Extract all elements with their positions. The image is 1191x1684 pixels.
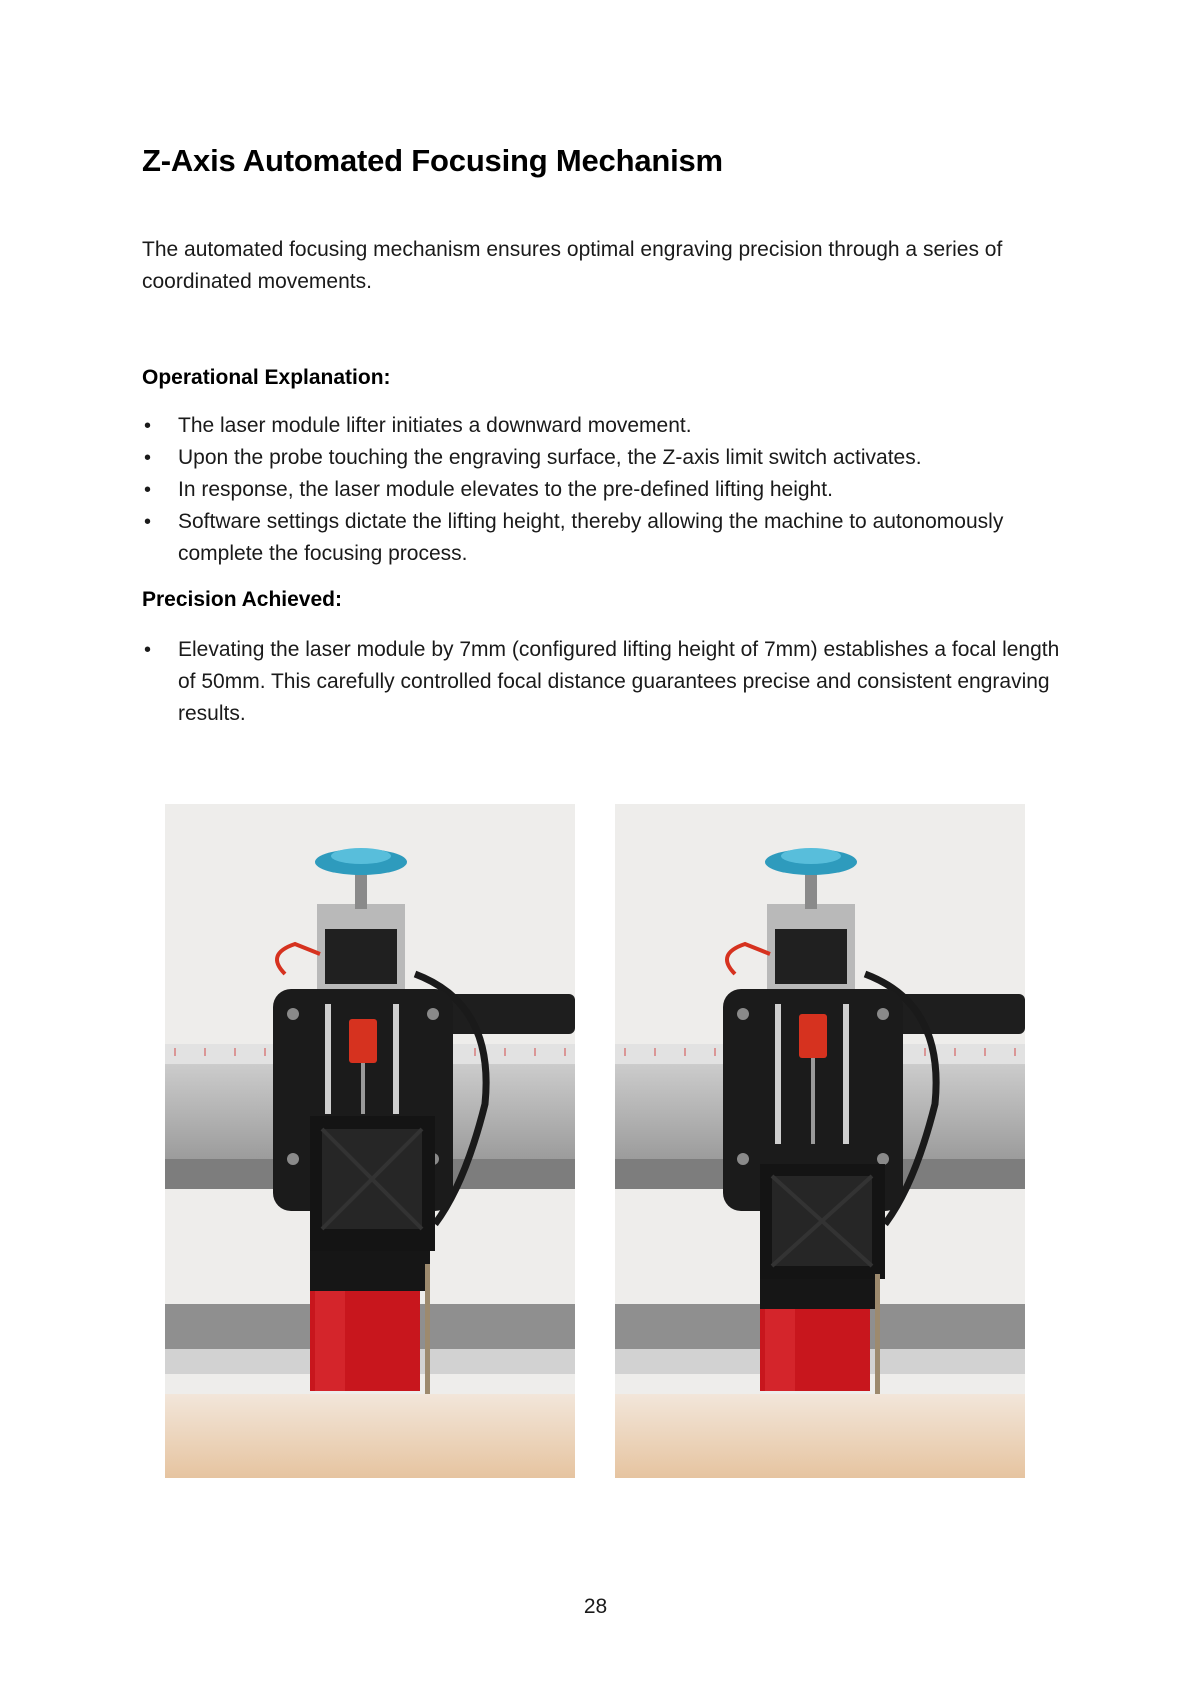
bullet-icon: • bbox=[144, 511, 152, 533]
precision-list bbox=[142, 634, 1072, 730]
page-number: 28 bbox=[583, 1595, 608, 1618]
laser-module-photo-icon bbox=[615, 804, 1025, 1478]
photo-laser-module-raised bbox=[615, 804, 1025, 1478]
bullet-icon: • bbox=[144, 639, 152, 661]
bullet-icon: • bbox=[144, 447, 152, 469]
intro-paragraph: The automated focusing mechanism ensures optimal engraving precision through a series of coordinated movements. bbox=[142, 238, 1003, 293]
list-item: • The laser module lifter initiates a downward movement. bbox=[142, 410, 1072, 442]
list-item: • Elevating the laser module by 7mm (configured lifting height of 7mm) establishes a focal length of 50mm. This carefully controlled focal distance guarantees precise and consistent engraving results. bbox=[142, 634, 1072, 730]
list-item: • Upon the probe touching the engraving surface, the Z-axis limit switch activates. bbox=[142, 442, 1072, 474]
list-item: • Software settings dictate the lifting height, thereby allowing the machine to autonomously complete the focusing process. bbox=[142, 506, 1072, 570]
operational-heading: Operational Explanation: bbox=[142, 366, 391, 389]
photo-laser-module-lowered bbox=[165, 804, 575, 1478]
operational-list bbox=[142, 410, 1072, 570]
laser-module-photo-icon bbox=[165, 804, 575, 1478]
bullet-icon: • bbox=[144, 415, 152, 437]
list-item: • In response, the laser module elevates to the pre-defined lifting height. bbox=[142, 474, 1072, 506]
bullet-icon: • bbox=[144, 479, 152, 501]
precision-heading: Precision Achieved: bbox=[142, 588, 342, 611]
page-title: Z-Axis Automated Focusing Mechanism bbox=[142, 143, 723, 178]
